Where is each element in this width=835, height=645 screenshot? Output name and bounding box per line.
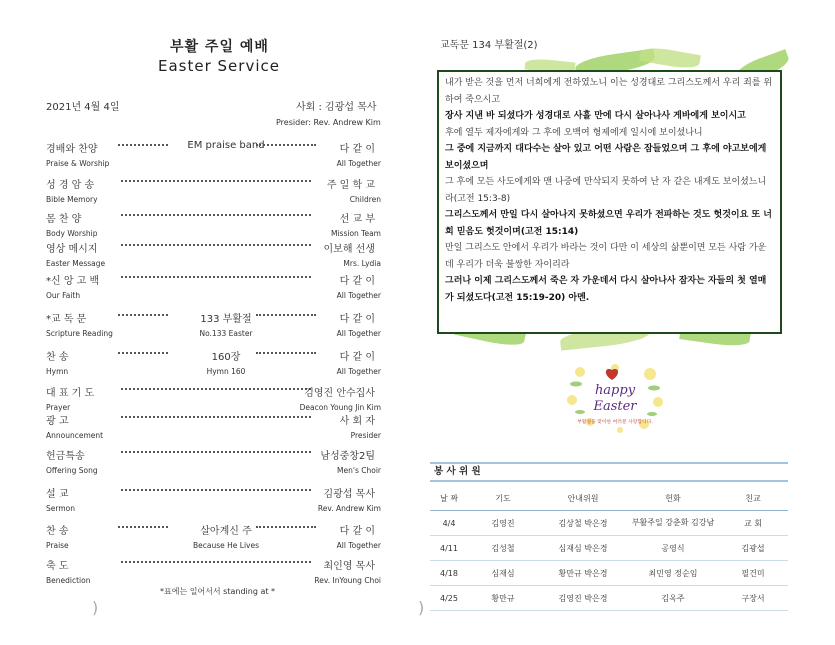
header-prayer: 기도 [495, 493, 511, 503]
dot-leader [256, 526, 316, 528]
dot-leader [256, 352, 316, 354]
item-label: 영상 메시지 [46, 244, 98, 255]
volunteer-cell: 공영식 [661, 543, 685, 553]
service-date: 2021년 4월 4일 [46, 102, 120, 113]
item-leader-english: All Together [336, 541, 381, 550]
item-label: 찬 송 [46, 526, 69, 537]
item-leader: 최인영 목사 [323, 561, 375, 572]
volunteer-cell: 황만규 박은경 [558, 568, 608, 578]
volunteer-table-header [430, 486, 788, 511]
easter-word: Easter [593, 399, 637, 414]
header-fellowship: 친교 [745, 493, 761, 503]
presider-english: Presider: Rev. Andrew Kim [276, 118, 381, 127]
item-leader: 주 일 학 교 [326, 180, 375, 191]
program-row [46, 140, 381, 180]
item-leader-english: Men's Choir [337, 466, 381, 475]
reading-title: 교독문 134 부활절(2) [440, 40, 538, 51]
volunteer-cell: 황만규 [491, 593, 515, 603]
program-title-korean: 부활 주일 예배 [170, 39, 269, 55]
dot-leader [118, 526, 168, 528]
congregation-line: 그러나 이제 그리스도께서 죽은 자 가운데서 다시 살아나사 잠자는 자들의 첫 열매가 되셨도다(고전 15:19-20) 아멘. [445, 276, 767, 303]
item-label-english: Easter Message [46, 259, 106, 268]
responsive-reading-box [437, 70, 782, 334]
volunteer-cell: 김상철 박은경 [558, 518, 608, 528]
program-row [46, 310, 381, 350]
dot-leader [121, 214, 311, 216]
congregation-line: 그리스도께서 만일 다시 살아나지 못하셨으면 우리가 전파하는 것도 헛것이요 또 너희 믿음도 헛것이며(고전 15:14) [445, 210, 772, 237]
volunteer-cell: 심재심 박은경 [558, 543, 608, 553]
item-label: *신 앙 고 백 [46, 276, 100, 287]
dot-leader [118, 314, 168, 316]
item-label-english: Praise & Worship [46, 159, 110, 168]
dot-leader [118, 144, 168, 146]
program-row [46, 485, 381, 525]
volunteer-cell: 구장서 [741, 593, 765, 603]
leader-line: 내가 받은 것을 먼저 너희에게 전하였노니 이는 성경대로 그리스도께서 우리 죄를 위하여 죽으시고 [445, 78, 773, 105]
item-leader-english: All Together [336, 291, 381, 300]
item-label-english: Praise [46, 541, 69, 550]
item-leader: 사 회 자 [339, 416, 375, 427]
item-leader: 이보해 선생 [323, 244, 375, 255]
volunteer-cell: 4/18 [440, 568, 458, 578]
volunteer-cell: 부활주일 강춘화 김강남 [631, 518, 715, 527]
volunteer-cell: 4/4 [442, 518, 456, 528]
volunteer-cell: 김영진 박은경 [558, 593, 608, 603]
volunteer-cell: 최민영 정순임 [648, 568, 698, 578]
volunteer-cell: 김광섭 [741, 543, 765, 553]
item-label-english: Benediction [46, 576, 91, 585]
dot-leader [121, 276, 311, 278]
item-detail-english: No.133 Easter [199, 329, 253, 338]
program-row [46, 412, 381, 452]
item-leader: 다 같 이 [339, 314, 375, 325]
volunteer-table [430, 486, 788, 611]
volunteer-row [430, 511, 788, 536]
item-label-english: Announcement [46, 431, 104, 440]
header-date: 날 짜 [440, 493, 458, 503]
item-label-english: Hymn [46, 367, 69, 376]
congregation-line: 장사 지낸 바 되셨다가 성경대로 사흘 만에 다시 살아나사 게바에게 보이시고 [445, 111, 746, 121]
item-leader: 다 같 이 [339, 526, 375, 537]
item-leader-english: Rev. InYoung Choi [314, 576, 381, 585]
item-leader-english: Mission Team [330, 229, 381, 238]
happy-word: happy [594, 383, 636, 398]
item-label: 찬 송 [46, 352, 69, 363]
host: 사회 : 김광섭 목사 [296, 102, 377, 113]
header-flowers: 헌화 [665, 493, 681, 503]
volunteer-title: 봉 사 위 원 [434, 466, 481, 477]
dot-leader [121, 451, 311, 453]
easter-caption: 부활절을 맞이한 여러분 사랑합니다. [577, 420, 653, 425]
item-leader: 다 같 이 [339, 276, 375, 287]
item-label: 대 표 기 도 [46, 388, 95, 399]
item-leader-english: Mrs. Lydia [343, 259, 381, 268]
item-leader: 남성중창2팀 [320, 451, 375, 462]
item-label: *교 독 문 [46, 314, 87, 325]
item-label: 경배와 찬양 [46, 144, 98, 155]
item-label: 성 경 암 송 [46, 180, 95, 191]
leader-line: 만일 그리스도 안에서 우리가 바라는 것이 다만 이 세상의 삶뿐이면 모든 사람 가운데 우리가 더욱 불쌍한 자이리라 [445, 243, 767, 270]
program-row [46, 447, 381, 487]
item-label: 몸 찬 양 [46, 214, 82, 225]
item-label-english: Prayer [46, 403, 71, 412]
item-label: 축 도 [46, 561, 69, 572]
item-leader: 다 같 이 [339, 352, 375, 363]
item-label-english: Bible Memory [46, 195, 98, 204]
volunteer-row [430, 561, 788, 586]
item-leader-english: All Together [336, 329, 381, 338]
page-mark-right: ) [418, 598, 425, 617]
header-ushers: 안내위원 [567, 493, 599, 503]
standing-footnote: *표에는 일어서서 standing at * [160, 587, 276, 596]
dot-leader [118, 352, 168, 354]
program-row [46, 348, 381, 388]
volunteer-cell: 4/25 [440, 593, 458, 603]
volunteer-cell: 김영진 [491, 518, 515, 528]
dot-leader [121, 489, 311, 491]
item-leader-english: Presider [350, 431, 381, 440]
volunteer-cell: 김성철 [491, 543, 515, 553]
item-label-english: Our Faith [46, 291, 81, 300]
item-label: 광 고 [46, 416, 69, 427]
item-leader-english: Children [349, 195, 381, 204]
program-title-english: Easter Service [158, 57, 280, 75]
program-row [46, 522, 381, 562]
dot-leader [256, 314, 316, 316]
item-detail: 133 부활절 [200, 314, 252, 325]
item-leader-english: Deacon Young Jin Kim [299, 403, 381, 412]
leader-line: 후에 열두 제자에게와 그 후에 오백여 형제에게 일시에 보이셨나니 [445, 127, 703, 138]
dot-leader [121, 561, 311, 563]
item-label: 설 교 [46, 489, 69, 500]
dot-leader [121, 416, 311, 418]
item-detail-english: Because He Lives [193, 541, 259, 550]
item-leader: 김영진 안수집사 [304, 388, 375, 399]
happy-easter-graphic [560, 360, 670, 442]
item-leader: 김광섭 목사 [323, 489, 375, 500]
item-detail: 살아계신 주 [200, 526, 252, 537]
item-detail: EM praise band [187, 140, 265, 151]
volunteer-header-rules [430, 462, 788, 482]
congregation-line: 그 중에 지금까지 대다수는 살아 있고 어떤 사람은 잠들었으며 그 후에 야고보에게 보이셨으며 [445, 144, 767, 171]
item-leader: 선 교 부 [339, 214, 375, 225]
volunteer-cell: 4/11 [440, 543, 458, 553]
volunteer-row [430, 586, 788, 611]
dot-leader [121, 388, 311, 390]
leader-line: 그 후에 모든 사도에게와 맨 나중에 만삭되지 못하여 난 자 같은 내게도 보이셨느니라(고전 15:3-8) [445, 177, 767, 204]
dot-leader [121, 180, 311, 182]
item-label: 헌금특송 [46, 451, 85, 462]
volunteer-row [430, 536, 788, 561]
dot-leader [256, 144, 316, 146]
page-mark-left: ) [92, 598, 99, 617]
item-label-english: Offering Song [46, 466, 98, 475]
program-row [46, 272, 381, 312]
item-detail: 160장 [211, 352, 241, 363]
volunteer-cell: 김옥주 [661, 593, 685, 603]
volunteer-cell: 심재심 [491, 568, 515, 578]
volunteer-cell: 필건미 [741, 568, 765, 578]
item-leader-english: Rev. Andrew Kim [317, 504, 381, 513]
item-label-english: Scripture Reading [46, 329, 113, 338]
item-label-english: Sermon [46, 504, 75, 513]
item-detail-english: Hymn 160 [206, 367, 246, 376]
item-label-english: Body Worship [46, 229, 98, 238]
item-leader-english: All Together [336, 367, 381, 376]
volunteer-cell: 교 회 [744, 518, 762, 528]
item-leader: 다 같 이 [339, 144, 375, 155]
dot-leader [121, 244, 311, 246]
reading-text [445, 75, 774, 306]
item-leader-english: All Together [336, 159, 381, 168]
